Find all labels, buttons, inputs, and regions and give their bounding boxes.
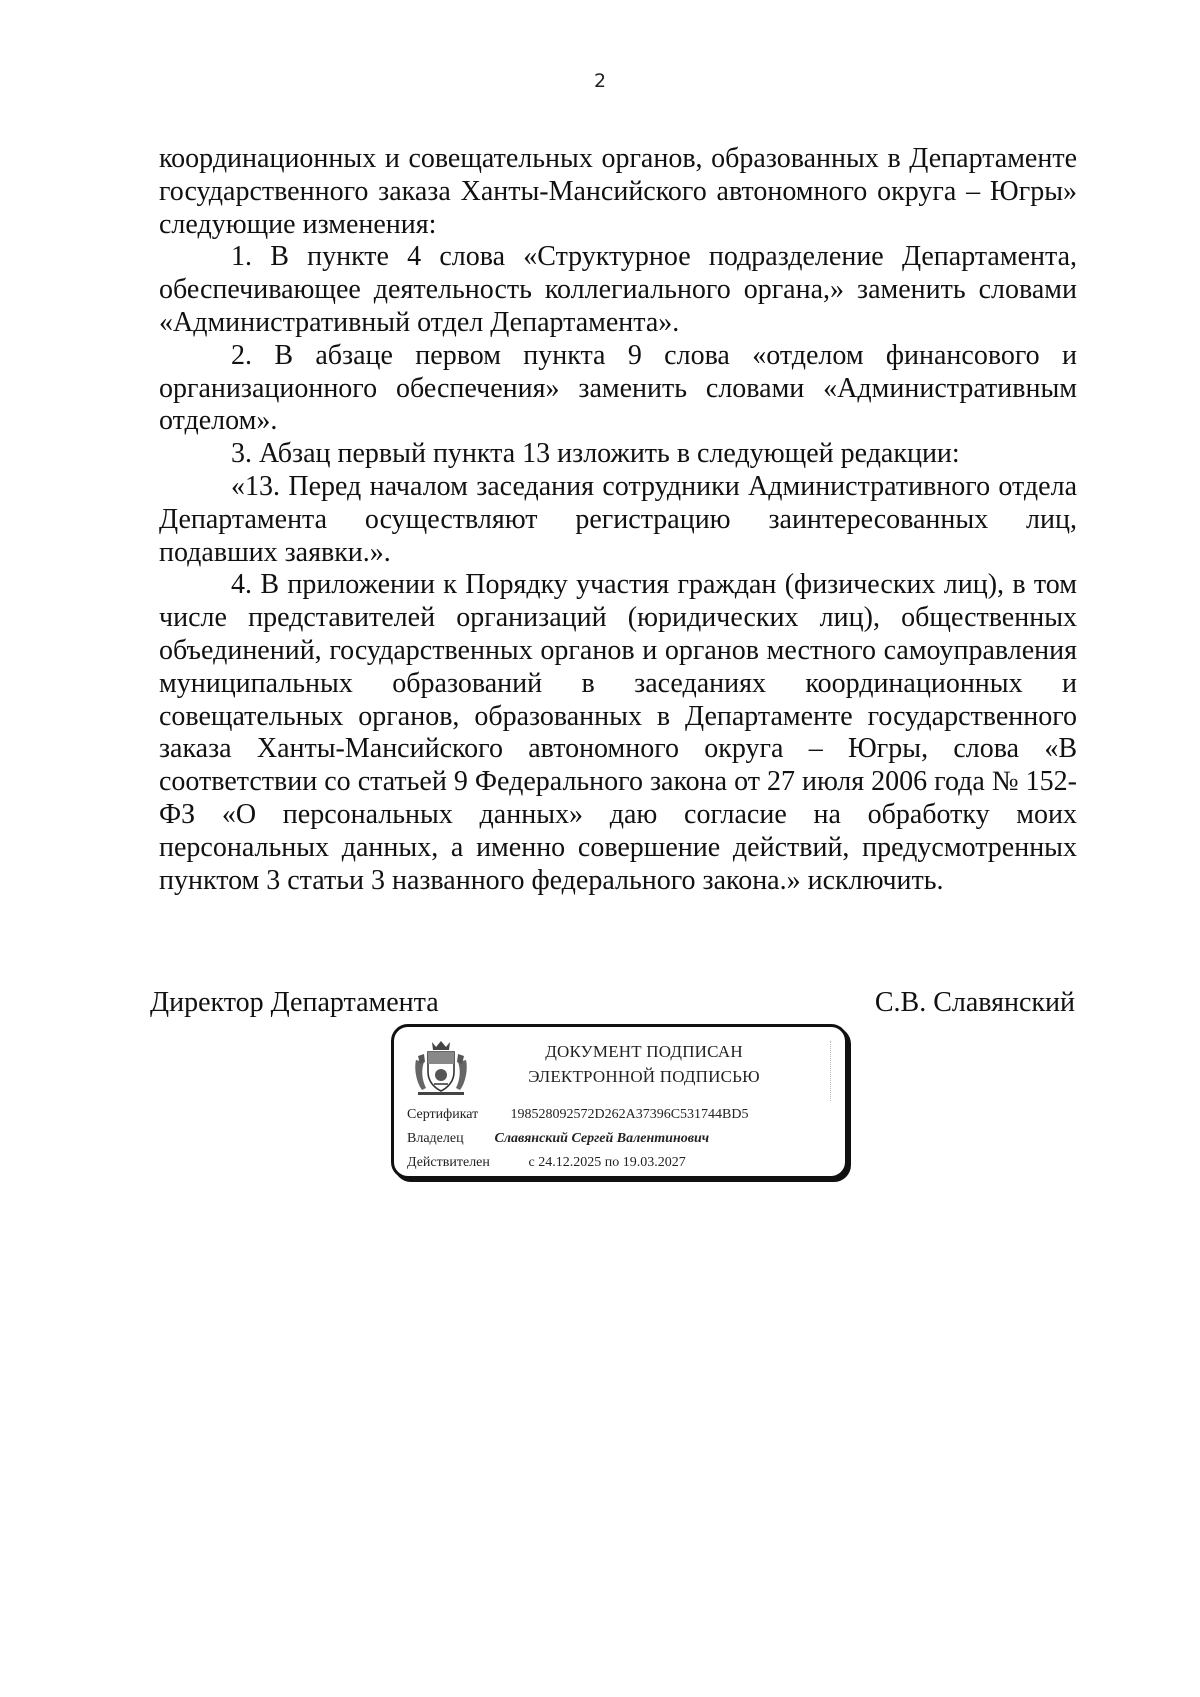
paragraph-item-3-text: «13. Перед началом заседания сотрудники Административного отдела Департамента осуществляют регистрацию заинтересованных лиц, подавших заявки.». [159,470,1077,568]
stamp-title-line-1: ДОКУМЕНТ ПОДПИСАН [545,1042,743,1061]
certificate-label: Сертификат [407,1107,479,1122]
page-number: 2 [593,70,607,92]
stamp-certificate-row [407,1107,749,1123]
validity-label: Действителен [407,1155,490,1170]
electronic-signature-stamp [391,1024,848,1179]
validity-value: с 24.12.2025 по 19.03.2027 [528,1155,686,1170]
stamp-validity-row [407,1155,686,1171]
stamp-divider [828,1041,831,1101]
stamp-title-line-2: ЭЛЕКТРОННОЙ ПОДПИСЬЮ [528,1067,760,1086]
signatory-role: Директор Департамента [150,987,439,1018]
stamp-owner-row [407,1131,709,1147]
certificate-value: 198528092572D262A37396C531744BD5 [510,1107,749,1122]
document-body [159,143,1077,897]
signatory-name: С.В. Славянский [874,987,1075,1018]
paragraph-intro: координационных и совещательных органов, образованных в Департаменте государственного заказа Ханты-Мансийского автономного округа – Югры» следующие изменения: [159,143,1077,240]
owner-label: Владелец [407,1131,464,1146]
coat-of-arms-icon [412,1038,470,1096]
stamp-title [494,1039,794,1089]
paragraph-item-2: 2. В абзаце первом пункта 9 слова «отделом финансового и организационного обеспечения» заменить словами «Административным отделом». [159,339,1077,437]
owner-value: Славянский Сергей Валентинович [494,1131,710,1146]
paragraph-item-3: 3. Абзац первый пункта 13 изложить в следующей редакции: [231,438,960,470]
paragraph-item-1: 1. В пункте 4 слова «Структурное подразделение Департамента, обеспечивающее деятельность коллегиального органа,» заменить словами «Административный отдел Департамента». [159,241,1077,338]
paragraph-item-4: 4. В приложении к Порядку участия граждан (физических лиц), в том числе представителей организаций (юридических лиц), общественных объединений, государственных органов и органов местного самоуправления муниципальных образований в заседаниях координационных и совещательных органов, образованных в Департаменте государственного заказа Ханты-Мансийского автономного округа – Югры, слова «В соответствии со статьей 9 Федерального закона от 27 июля 2006 года № 152-ФЗ «О персональных данных» даю согласие на обработку моих персональных данных, а именно совершение действий, предусмотренных пунктом 3 статьи 3 названного федерального закона.» исключить. [159,569,1077,896]
